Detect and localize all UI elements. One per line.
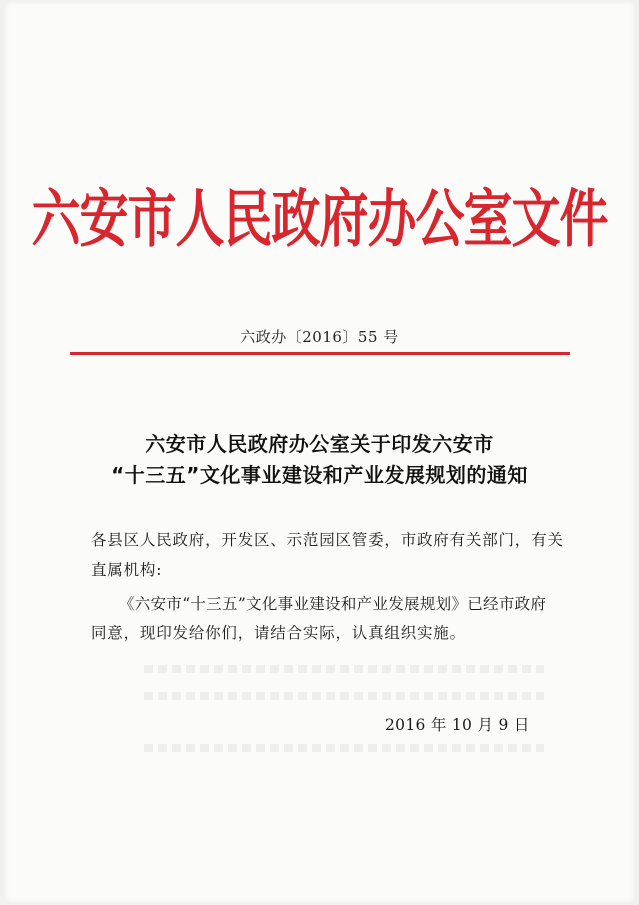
show-through-text bbox=[144, 665, 544, 673]
body-paragraph-line-2: 同意，现印发给你们，请结合实际，认真组织实施。 bbox=[91, 624, 466, 642]
addressee-line-1: 各县区人民政府，开发区、示范园区管委，市政府有关部门，有关 bbox=[91, 531, 564, 549]
red-header-title: 六安市人民政府办公室文件 bbox=[31, 182, 608, 256]
show-through-text bbox=[144, 744, 544, 752]
addressee-line-2: 直属机构: bbox=[91, 561, 163, 579]
document-number: 六政办〔2016〕55 号 bbox=[240, 328, 399, 346]
body-paragraph-line-1: 《六安市“十三五”文化事业建设和产业发展规划》已经市政府 bbox=[119, 595, 547, 613]
red-divider-line bbox=[70, 352, 570, 355]
notice-title-line-1: 六安市人民政府办公室关于印发六安市 bbox=[145, 432, 494, 456]
show-through-text bbox=[144, 692, 544, 700]
issue-date: 2016 年 10 月 9 日 bbox=[385, 716, 530, 734]
notice-title-line-2: “十三五”文化事业建设和产业发展规划的通知 bbox=[111, 463, 528, 487]
